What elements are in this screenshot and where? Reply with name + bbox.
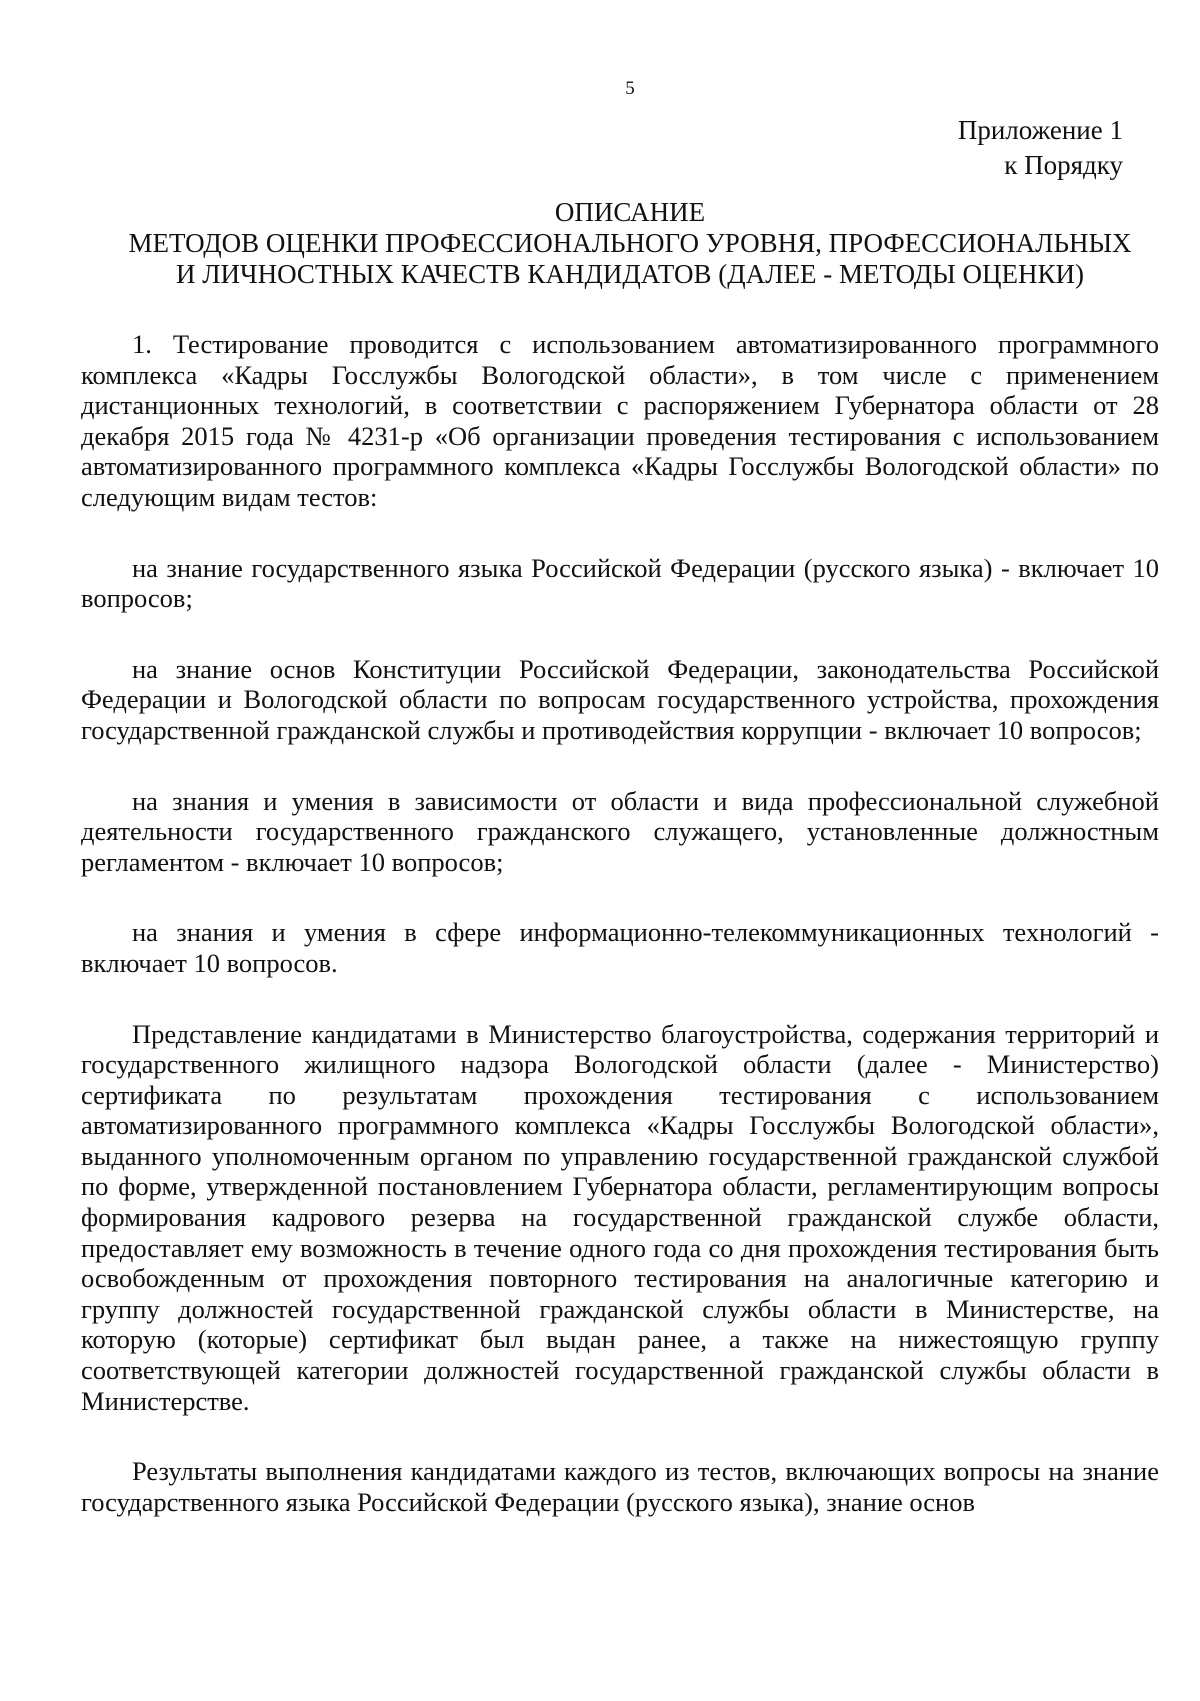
- paragraph-test-russian-language: на знание государственного языка Российской Федерации (русского языка) - включает 10 вопросов;: [81, 552, 1159, 614]
- paragraph-certificate: Представление кандидатами в Министерство благоустройства, содержания территорий и государственного жилищного надзора Вологодской области (далее - Министерство) сертификата по результатам прохождения тестирования с использованием автоматизированного программного комплекса «Кадры Госслужбы Вологодской области», выданного уполномоченным органом по управлению государственной гражданской службой по форме, утвержденной постановлением Губернатора области, регламентирующим вопросы формирования кадрового резерва на государственной гражданской службе области, предоставляет ему возможность в течение одного года со дня прохождения тестирования быть освобожденным от прохождения повторного тестирования на аналогичные категорию и группу должностей государственной гражданской службы области в Министерстве, на которую (которые) сертификат был выдан ранее, а также на нижестоящую группу соответствующей категории должностей государственной гражданской службы области в Министерстве.: [81, 1018, 1159, 1416]
- appendix-reference: [958, 113, 1123, 183]
- document-title: [80, 197, 1180, 290]
- paragraph-testing-intro: 1. Тестирование проводится с использованием автоматизированного программного комплекса «Кадры Госслужбы Вологодской области», в том числе с применением дистанционных технологий, в соответствии с распоряжением Губернатора области от 28 декабря 2015 года № 4231-р «Об организации проведения тестирования с использованием автоматизированного программного комплекса «Кадры Госслужбы Вологодской области» по следующим видам тестов:: [81, 329, 1159, 512]
- document-body: [81, 329, 1159, 1517]
- page-number: 5: [625, 78, 635, 99]
- paragraph-test-constitution: на знание основ Конституции Российской Федерации, законодательства Российской Федерации и Вологодской области по вопросам государственного устройства, прохождения государственной гражданской службы и противодействия коррупции - включает 10 вопросов;: [81, 653, 1159, 745]
- paragraph-test-professional: на знания и умения в зависимости от области и вида профессиональной служебной деятельности государственного гражданского служащего, установленные должностным регламентом - включает 10 вопросов;: [81, 785, 1159, 877]
- paragraph-test-ict: на знания и умения в сфере информационно-телекоммуникационных технологий - включает 10 вопросов.: [81, 917, 1159, 978]
- appendix-line-2: к Порядку: [1004, 150, 1123, 180]
- title-line-3: И ЛИЧНОСТНЫХ КАЧЕСТВ КАНДИДАТОВ (ДАЛЕЕ - МЕТОДЫ ОЦЕНКИ): [176, 259, 1084, 289]
- paragraph-results: Результаты выполнения кандидатами каждого из тестов, включающих вопросы на знание государственного языка Российской Федерации (русского языка), знание основ: [81, 1456, 1159, 1517]
- title-line-2: МЕТОДОВ ОЦЕНКИ ПРОФЕССИОНАЛЬНОГО УРОВНЯ, ПРОФЕССИОНАЛЬНЫХ: [128, 228, 1132, 258]
- appendix-line-1: Приложение 1: [957, 115, 1123, 145]
- title-line-1: ОПИСАНИЕ: [554, 197, 706, 227]
